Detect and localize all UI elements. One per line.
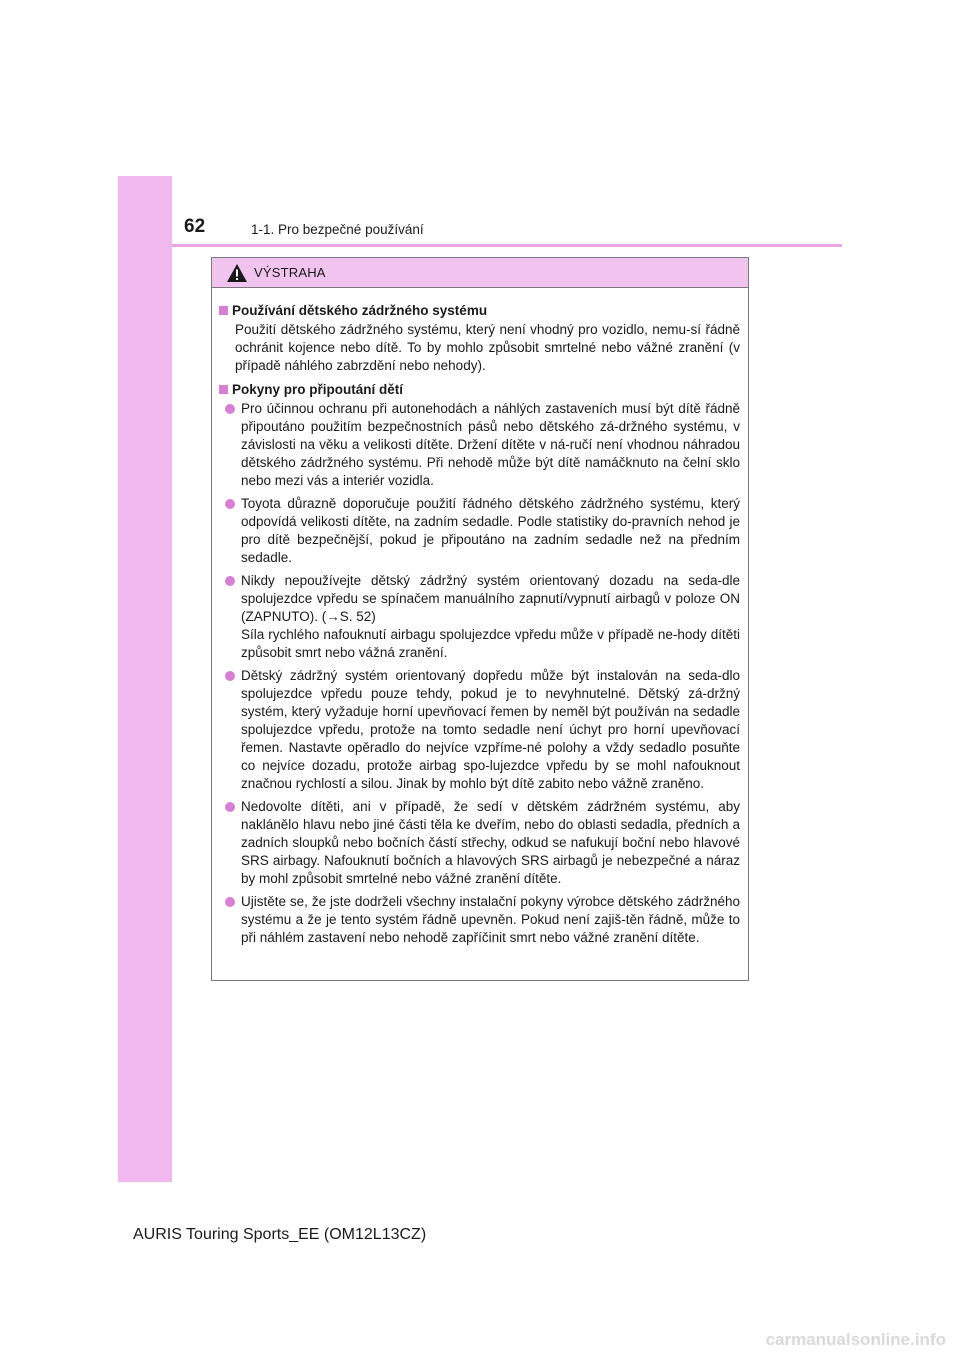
round-bullet-icon — [225, 576, 235, 586]
header-divider — [172, 244, 842, 247]
warning-triangle-icon — [226, 263, 248, 283]
section-title: Používání dětského zádržného systému — [232, 302, 488, 318]
section-heading — [219, 379, 741, 399]
section-paragraph: Použití dětského zádržného systému, který není vhodný pro vozidlo, nemu-sí řádně ochránit kojence nebo dítě. To by mohlo způsobit smrtelné nebo vážné zranění (v případě náhlého zabrzdění nebo nehody). — [235, 322, 740, 373]
square-bullet-icon — [219, 306, 228, 315]
side-tab-bar — [118, 176, 172, 1182]
list-item-text: Nedovolte dítěti, ani v případě, že sedí v dětském zádržném systému, aby naklánělo hlavu nebo jiné části těla ke dveřím, nebo do oblasti sedadla, předních a zadních sloupků nebo bočních částí střechy, odkud se nafukují boční nebo hlavové SRS airbagy. Nafouknutí bočních a hlavových SRS airbagů je nebezpečné a náraz by mohl způsobit smrtelné nebo vážné zranění dítěte. — [241, 799, 740, 886]
list-item — [225, 667, 741, 793]
warning-header — [212, 258, 748, 288]
list-item — [225, 893, 741, 947]
round-bullet-icon — [225, 499, 235, 509]
list-item-text: Pro účinnou ochranu při autonehodách a náhlých zastaveních musí být dítě řádně připoutáno použitím bezpečnostních pásů nebo dětského zá-držného systému, v závislosti na věku a velikosti dítěte. Držení dítěte v ná-ručí není vhodnou náhradou dětského zádržného systému. Při nehodě může být dítě namáčknuto na čelní sklo nebo mezi vás a interiér vozidla. — [241, 401, 740, 488]
watermark[interactable]: carmanualsonline.info — [765, 1330, 946, 1349]
list-item-text: Toyota důrazně doporučuje použití řádného dětského zádržného systému, který odpovídá velikosti dítěte, na zadním sedadle. Podle statistiky do-pravních nehod je pro dítě bezpečnější, pokud je připoutáno na zadním sedadle než na předním sedadle. — [241, 496, 740, 565]
list-item — [225, 495, 741, 567]
square-bullet-icon — [219, 385, 228, 394]
page-number: 62 — [184, 216, 206, 237]
chapter-title: 1-1. Pro bezpečné používání — [251, 222, 424, 237]
section-heading — [219, 300, 741, 320]
round-bullet-icon — [225, 671, 235, 681]
warning-box — [211, 257, 749, 981]
section-child-fastening — [219, 379, 741, 947]
list-item-text: Ujistěte se, že jste dodrželi všechny instalační pokyny výrobce dětského zádržného systému a že je tento systém řádně upevněn. Pokud není zajiš-těn řádně, může to při náhlém zastavení nebo nehodě zapříčinit smrt nebo vážné zranění dítěte. — [241, 894, 740, 945]
round-bullet-icon — [225, 802, 235, 812]
warning-body — [212, 288, 748, 947]
round-bullet-icon — [225, 404, 235, 414]
list-item — [225, 400, 741, 490]
footer-manual-id: AURIS Touring Sports_EE (OM12L13CZ) — [133, 1226, 427, 1243]
warning-title: VÝSTRAHA — [254, 265, 326, 280]
list-item — [225, 798, 741, 888]
list-item — [225, 572, 741, 662]
round-bullet-icon — [225, 897, 235, 907]
section-child-restraint-use — [219, 300, 741, 375]
list-item-text: Dětský zádržný systém orientovaný dopředu může být instalován na seda-dlo spolujezdce vpředu pouze tehdy, pokud je to nevyhnutelné. Dětský zá-držný systém, který vyžaduje horní upevňovací řemen by neměl být používán na sedadle spolujezdce vpředu, protože na tomto sedadle není úchyt pro horní upevňovací řemen. Nastavte opěradlo do nejvíce vzpříme-né polohy a vždy sedadlo posuňte co nejvíce dozadu, protože airbag spo-lujezdce vpředu by se mohl nafouknout značnou rychlostí a silou. Jinak by mohlo být dítě zabito nebo vážně zraněno. — [241, 668, 740, 791]
section-title: Pokyny pro připoutání dětí — [232, 381, 404, 397]
list-item-text: Nikdy nepoužívejte dětský zádržný systém orientovaný dozadu na seda-dle spolujezdce vpředu se spínačem manuálního zapnutí/vypnutí airbagů v poloze ON (ZAPNUTO). (→S. 52) Síla rychlého nafouknutí airbagu spolujezdce vpředu může v případě ne-hody dítěti způsobit smrt nebo vážná zranění. — [241, 573, 740, 660]
